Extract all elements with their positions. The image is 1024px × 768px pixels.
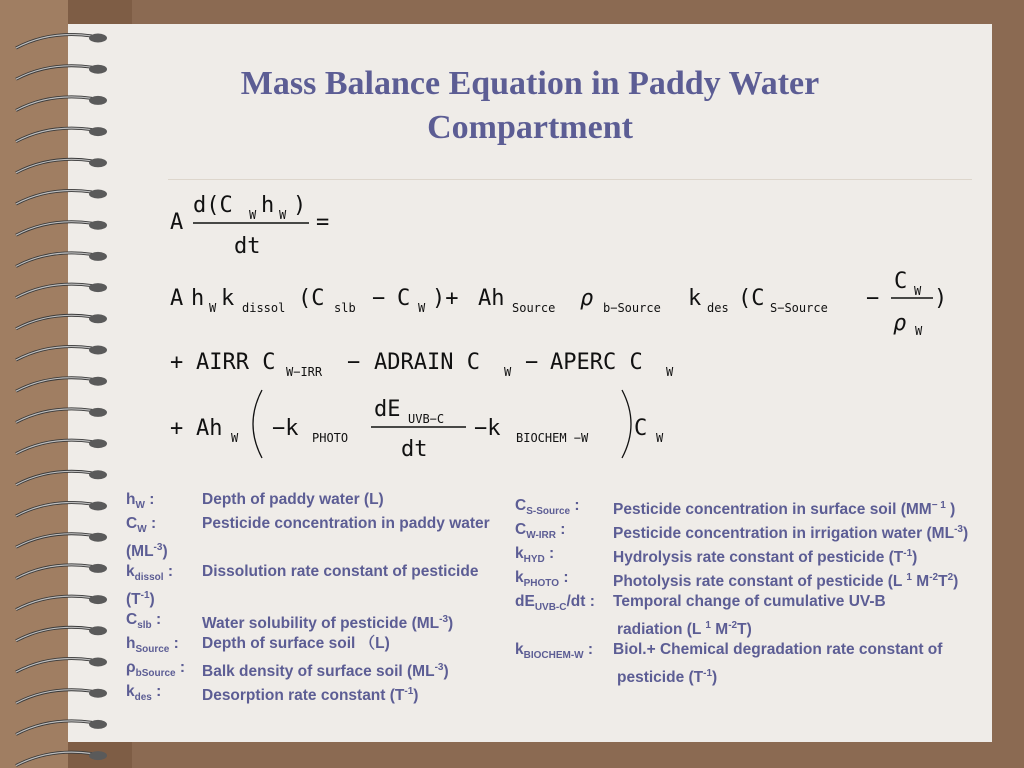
- legend-definition: Pesticide concentration in paddy water: [202, 515, 490, 532]
- eq3-W2: W: [666, 365, 674, 379]
- legend-definition: Pesticide concentration in irrigation water $(ML^{-3})$: [613, 524, 969, 543]
- legend-symbol: $h_{Source}$ :: [126, 635, 179, 656]
- eq2-frac-rho: ρ: [893, 311, 907, 336]
- legend-right: [515, 494, 995, 686]
- legend-right-entry-continued: [515, 662, 995, 686]
- eq4-BIOCHEM: BIOCHEM −W: [516, 431, 589, 445]
- legend-symbol: $k_{BIOCHEM-W}$ :: [515, 641, 594, 662]
- legend-definition: Water solubility of pesticide $(ML^{-3})$: [202, 614, 454, 633]
- legend-left-entry: [126, 560, 510, 584]
- eq2-Ah: Ah: [478, 286, 505, 311]
- legend-definition-continued: pesticide $(T^{-1})$: [617, 668, 718, 687]
- eq4-W2: W: [656, 431, 664, 445]
- legend-left: [126, 488, 510, 704]
- legend-left-entry: [126, 488, 510, 512]
- eq1-den: dt: [234, 234, 261, 259]
- eq2-frac-C: C: [894, 269, 908, 294]
- eq4-Ah: Ah: [196, 416, 223, 441]
- title-line-2: Compartment: [427, 109, 633, 146]
- eq2-A: A: [170, 286, 184, 311]
- eq2-des: des: [707, 301, 729, 315]
- eq2-close: ): [934, 286, 948, 311]
- eq4-minus-k: −k: [272, 416, 299, 441]
- eq4-dt: dt: [401, 437, 428, 462]
- legend-symbol: $k_{PHOTO}$ :: [515, 569, 569, 590]
- eq1-num-d: d(C: [193, 193, 233, 218]
- legend-definition: Depth of surface soil （L): [202, 635, 390, 652]
- eq1-num-close: ): [293, 193, 307, 218]
- legend-definition-continued: $(ML^{-3})$: [126, 542, 168, 561]
- eq2-bSource: b−Source: [603, 301, 661, 315]
- eq2-frac-W2: W: [915, 324, 923, 338]
- legend-right-entry: [515, 566, 995, 590]
- eq3-ADRAIN: ADRAIN C: [374, 350, 480, 375]
- eq2-open: (C: [298, 286, 325, 311]
- eq2-frac-W: W: [914, 284, 922, 298]
- legend-right-entry: [515, 518, 995, 542]
- eq4-UVBC: UVB−C: [408, 412, 445, 426]
- eq2-open2: (C: [738, 286, 765, 311]
- eq2-C: C: [397, 286, 411, 311]
- eq4-minus-k2: −k: [474, 416, 501, 441]
- eq2-minus2: −: [866, 286, 880, 311]
- legend-symbol: $dE_{UVB-C}/dt$ :: [515, 593, 595, 614]
- legend-symbol: $C_{slb}$ :: [126, 611, 162, 632]
- legend-right-entry-continued: [515, 614, 995, 638]
- eq2-minus: −: [372, 286, 386, 311]
- eq4-dE: dE: [374, 397, 401, 422]
- eq4-W: W: [231, 431, 239, 445]
- legend-definition-continued: radiation (L $^1$ $M^{-2}T$): [617, 620, 752, 639]
- eq3-plus: +: [170, 350, 184, 375]
- legend-left-entry: [126, 608, 510, 632]
- legend-definition: Hydrolysis rate constant of pesticide $(T^{-1})$: [613, 548, 918, 567]
- legend-right-entry: [515, 638, 995, 662]
- eq1-num-h: h: [261, 193, 275, 218]
- eq3-W1: W: [504, 365, 512, 379]
- title-line-1: Mass Balance Equation in Paddy Water: [240, 65, 820, 102]
- legend-definition: Photolysis rate constant of pesticide (L $^1$ $M^{-2}T^2$): [613, 572, 959, 591]
- legend-right-entry: [515, 494, 995, 518]
- legend-symbol: $k_{des}$ :: [126, 683, 162, 704]
- eq1-equals: =: [316, 210, 330, 235]
- eq1-A: A: [170, 210, 184, 235]
- legend-definition: Dissolution rate constant of pesticide: [202, 563, 479, 580]
- legend-definition-continued: $(T^{-1})$: [126, 590, 155, 609]
- eq2-Source: Source: [512, 301, 556, 315]
- eq2-W1: W: [209, 301, 217, 315]
- legend-left-entry-continued: [126, 584, 510, 608]
- legend-definition: Desorption rate constant $(T^{-1})$: [202, 686, 419, 705]
- legend-symbol: $k_{HYD}$ :: [515, 545, 555, 566]
- eq4-left-paren: [253, 390, 262, 458]
- legend-definition: Pesticide concentration in surface soil ($MM^{- 1}$ ): [613, 500, 956, 519]
- legend-symbol: $C_{W-IRR}$ :: [515, 521, 566, 542]
- legend-right-entry: [515, 590, 995, 614]
- eq2-k: k: [221, 286, 235, 311]
- legend-left-entry-continued: [126, 536, 510, 560]
- legend-left-entry: [126, 680, 510, 704]
- eq2-SSource: S−Source: [770, 301, 828, 315]
- legend-definition: Biol.+ Chemical degradation rate constant of: [613, 641, 943, 658]
- eq4-plus: +: [170, 416, 184, 441]
- legend-left-entry: [126, 632, 510, 656]
- legend-definition: Temporal change of cumulative UV-B: [613, 593, 886, 610]
- eq2-k2: k: [688, 286, 702, 311]
- eq2-rho: ρ: [580, 286, 594, 311]
- eq1-num-w2: W: [279, 208, 287, 222]
- eq4-PHOTO: PHOTO: [312, 431, 349, 445]
- eq2-W2: W: [418, 301, 426, 315]
- legend-symbol: $\rho_{bSource}$ :: [126, 659, 186, 680]
- legend-symbol: $C_{S-Source}$ :: [515, 497, 580, 518]
- legend-right-entry: [515, 542, 995, 566]
- eq2-close-plus: )+: [432, 286, 459, 311]
- legend-left-entry: [126, 512, 510, 536]
- eq2-h: h: [191, 286, 205, 311]
- eq3-WIRR: W−IRR: [286, 365, 323, 379]
- eq3-minus2: −: [525, 350, 539, 375]
- legend-symbol: $k_{dissol}$ :: [126, 563, 173, 584]
- eq3-minus1: −: [347, 350, 361, 375]
- eq3-AIRR: AIRR C: [196, 350, 276, 375]
- legend-symbol: $C_W$ :: [126, 515, 157, 536]
- eq4-C: C: [634, 416, 648, 441]
- eq2-dissol: dissol: [242, 301, 286, 315]
- eq3-APERC: APERC C: [550, 350, 643, 375]
- eq4-right-paren: [622, 390, 631, 458]
- legend-definition: Depth of paddy water (L): [202, 491, 384, 508]
- eq1-num-w1: W: [249, 208, 257, 222]
- legend-symbol: $h_W$ :: [126, 491, 155, 512]
- legend-left-entry: [126, 656, 510, 680]
- eq2-slb: slb: [334, 301, 356, 315]
- legend-definition: Balk density of surface soil $(ML^{-3})$: [202, 662, 449, 681]
